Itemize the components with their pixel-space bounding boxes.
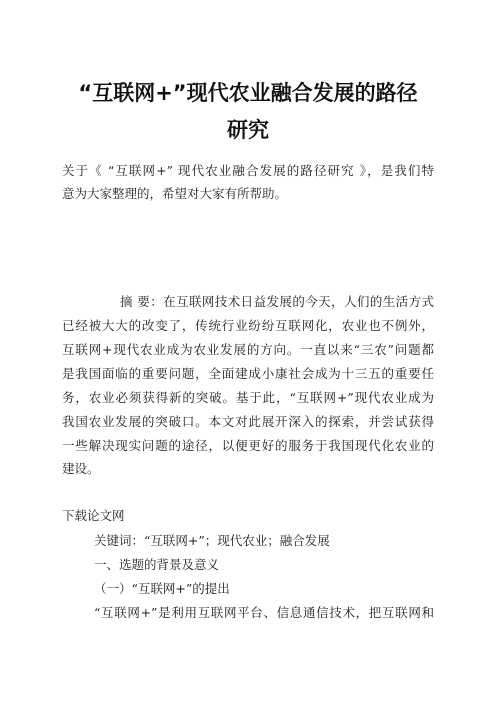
intro-line-1: 关于《 “互联网+” 现代农业融合发展的路径研究 》，是我们特 (62, 163, 434, 178)
document-title-line-1: “互联网+”现代农业融合发展的路径 (78, 81, 418, 105)
abstract-line-1: 摘 要：在互联网技术日益发展的今天，人们的生活方式 (120, 294, 434, 309)
abstract-line-2: 已经被大大的改变了，传统行业纷纷互联网化，农业也不例外， (62, 318, 434, 333)
body-line-1: “互联网+”是利用互联网平台、信息通信技术，把互联网和 (94, 605, 434, 620)
abstract-line-4: 是我国面临的重要问题，全面建成小康社会成为十三五的重要任 (62, 366, 434, 381)
abstract-line-7: 一些解决现实问题的途径，以便更好的服务于我国现代化农业的 (62, 438, 434, 453)
subsection-heading-1: （一）“互联网+”的提出 (94, 581, 230, 596)
abstract-line-5: 务，农业必须获得新的突破。基于此，“互联网+”现代农业成为 (62, 390, 434, 405)
intro-line-2: 意为大家整理的，希望对大家有所帮助。 (62, 186, 288, 201)
document-title-line-2: 研究 (227, 118, 269, 142)
keywords-line: 关键词：“互联网+”；现代农业；融合发展 (94, 533, 330, 548)
download-link[interactable]: 下载论文网 (62, 508, 125, 523)
abstract-line-6: 我国农业发展的突破口。本文对此展开深入的探索，并尝试获得 (62, 414, 434, 429)
abstract-line-3: 互联网+现代农业成为农业发展的方向。一直以来“三农”问题都 (62, 342, 434, 357)
abstract-line-8: 建设。 (62, 461, 100, 476)
section-heading-1: 一、选题的背景及意义 (94, 557, 220, 572)
